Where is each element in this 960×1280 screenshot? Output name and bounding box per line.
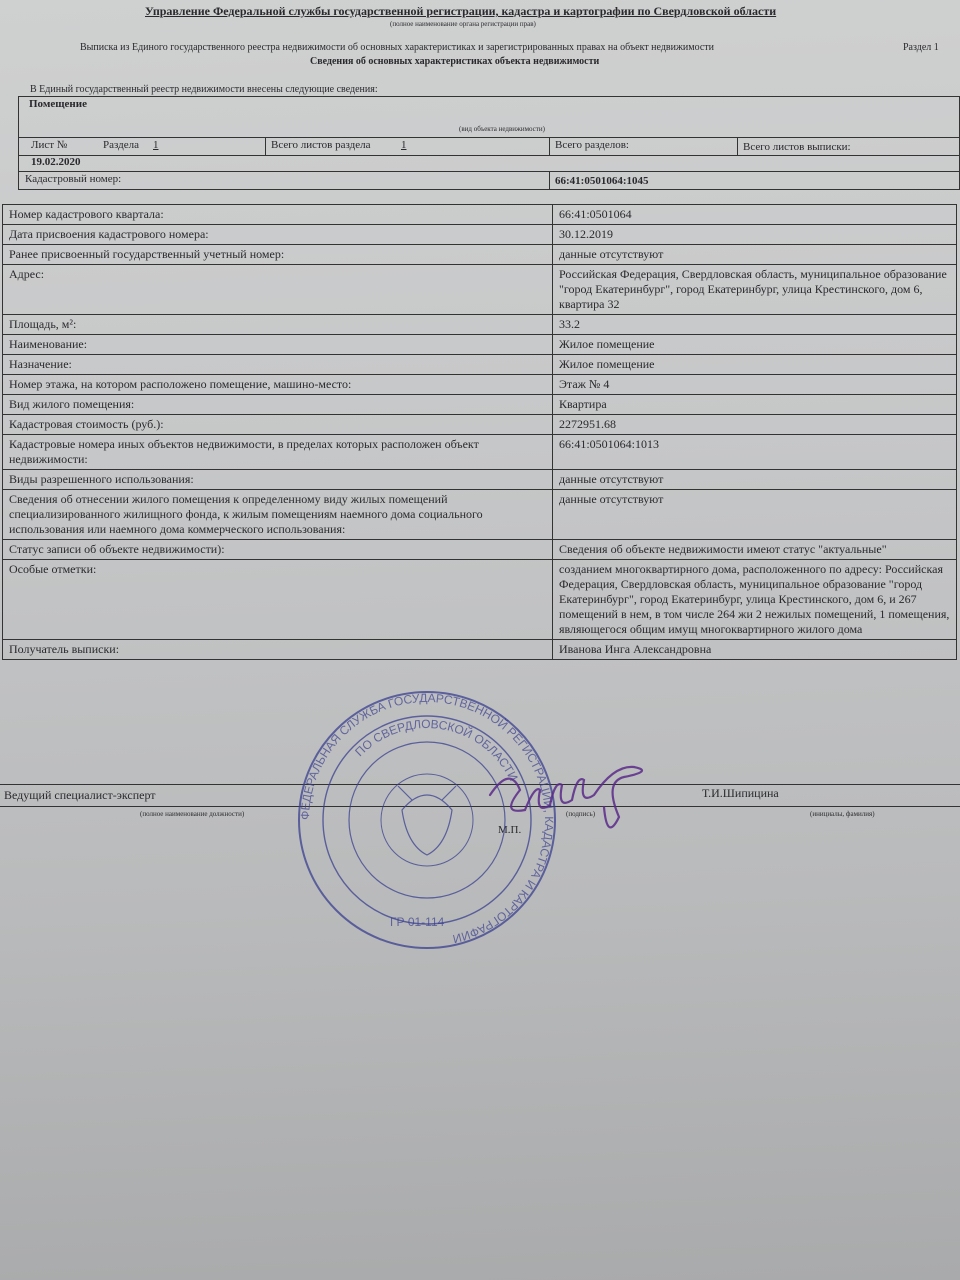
row-key: Дата присвоения кадастрового номера: [3, 225, 553, 245]
table-row [3, 375, 957, 395]
row-key: Назначение: [3, 355, 553, 375]
table-row [3, 265, 957, 315]
stamp-outer-text: ФЕДЕРАЛЬНАЯ СЛУЖБА ГОСУДАРСТВЕННОЙ РЕГИСТРАЦИИ, КАДАСТРА И КАРТОГРАФИИ [297, 690, 557, 947]
row-value: Иванова Инга Александровна [553, 640, 957, 660]
table-row [3, 470, 957, 490]
handwritten-signature [480, 760, 680, 840]
row-key: Вид жилого помещения: [3, 395, 553, 415]
stamp-code: ГР 01-114 [390, 915, 445, 929]
row-key: Номер кадастрового квартала: [3, 205, 553, 225]
object-type: Помещение [29, 98, 87, 110]
row-value: Жилое помещение [553, 355, 957, 375]
table-row [3, 435, 957, 470]
organization-note: (полное наименование органа регистрации прав) [390, 20, 536, 28]
total-sheets-section-label: Всего листов раздела [271, 139, 371, 151]
signer-position: Ведущий специалист-эксперт [4, 788, 156, 802]
total-sheets-section-value: 1 [401, 139, 407, 151]
row-value: 2272951.68 [553, 415, 957, 435]
table-row [3, 205, 957, 225]
row-value: Жилое помещение [553, 335, 957, 355]
row-key: Сведения об отнесении жилого помещения к определенному виду жилых помещений специализированного жилищного фонда, к жилым помещениям наемного дома социального использования или наемного дома коммерческого использования: [3, 490, 553, 540]
cadastral-number-label: Кадастровый номер: [25, 173, 122, 185]
section-label: Раздел 1 [903, 42, 939, 53]
sheet-no-label: Лист № [31, 139, 68, 151]
row-value: 66:41:0501064:1013 [553, 435, 957, 470]
row-value: Квартира [553, 395, 957, 415]
table-row [3, 225, 957, 245]
signer-position-note: (полное наименование должности) [140, 810, 245, 818]
seal-label: М.П. [498, 824, 522, 836]
row-value: созданием многоквартирного дома, расположенного по адресу: Российская Федерация, Свердловская область, муниципальное образование "город Екатеринбург", город Екатеринбург, улица Крестинского, дом 6, и 267 помещений в нем, в том числе 264 жи 2 нежилых помещений, 1 помещения, являющегося общим имущ многоквартирного жилого дома [553, 560, 957, 640]
row-value: данные отсутствуют [553, 470, 957, 490]
table-row [3, 540, 957, 560]
row-value: Сведения об объекте недвижимости имеют статус "актуальные" [553, 540, 957, 560]
row-key: Особые отметки: [3, 560, 553, 640]
row-value: 66:41:0501064 [553, 205, 957, 225]
signer-name: Т.И.Шипицина [702, 786, 779, 800]
table-row [3, 355, 957, 375]
row-value: 33.2 [553, 315, 957, 335]
row-value: данные отсутствуют [553, 245, 957, 265]
row-key: Номер этажа, на котором расположено помещение, машино-место: [3, 375, 553, 395]
total-sections-label: Всего разделов: [555, 139, 629, 151]
extract-subtitle: Сведения об основных характеристиках объекта недвижимости [310, 56, 600, 67]
row-value: Российская Федерация, Свердловская область, муниципальное образование "город Екатеринбург", город Екатеринбург, улица Крестинского, дом 6, квартира 32 [553, 265, 957, 315]
row-value: 30.12.2019 [553, 225, 957, 245]
row-key: Кадастровая стоимость (руб.): [3, 415, 553, 435]
extract-date: 19.02.2020 [31, 156, 81, 168]
signature-note: (подпись) [566, 810, 596, 818]
object-header-box [18, 96, 960, 190]
table-row [3, 245, 957, 265]
row-value: Этаж № 4 [553, 375, 957, 395]
section-no-label: Раздела [103, 139, 139, 151]
signer-name-note: (инициалы, фамилия) [810, 810, 875, 818]
row-key: Наименование: [3, 335, 553, 355]
table-row [3, 415, 957, 435]
row-key: Площадь, м²: [3, 315, 553, 335]
table-row [3, 315, 957, 335]
section-no-value: 1 [153, 139, 159, 151]
row-key: Ранее присвоенный государственный учетный номер: [3, 245, 553, 265]
table-row [3, 640, 957, 660]
stamp-inner-text: ПО СВЕРДЛОВСКОЙ ОБЛАСТИ [352, 716, 521, 784]
row-key: Адрес: [3, 265, 553, 315]
table-row [3, 560, 957, 640]
row-key: Получатель выписки: [3, 640, 553, 660]
characteristics-table [2, 204, 957, 660]
intro-text: В Единый государственный реестр недвижимости внесены следующие сведения: [30, 84, 378, 95]
table-row [3, 395, 957, 415]
extract-title: Выписка из Единого государственного реестра недвижимости об основных характеристиках и зарегистрированных правах на объект недвижимости [80, 42, 715, 53]
cadastral-number-value: 66:41:0501064:1045 [555, 175, 649, 187]
row-value: данные отсутствуют [553, 490, 957, 540]
organization-name: Управление Федеральной службы государственной регистрации, кадастра и картографии по Свердловской области [145, 4, 777, 18]
total-extract-sheets-label: Всего листов выписки: [743, 141, 851, 153]
row-key: Статус записи об объекте недвижимости): [3, 540, 553, 560]
row-key: Кадастровые номера иных объектов недвижимости, в пределах которых расположен объект недвижимости: [3, 435, 553, 470]
row-key: Виды разрешенного использования: [3, 470, 553, 490]
table-row [3, 490, 957, 540]
table-row [3, 335, 957, 355]
object-type-note: (вид объекта недвижимости) [459, 125, 545, 133]
